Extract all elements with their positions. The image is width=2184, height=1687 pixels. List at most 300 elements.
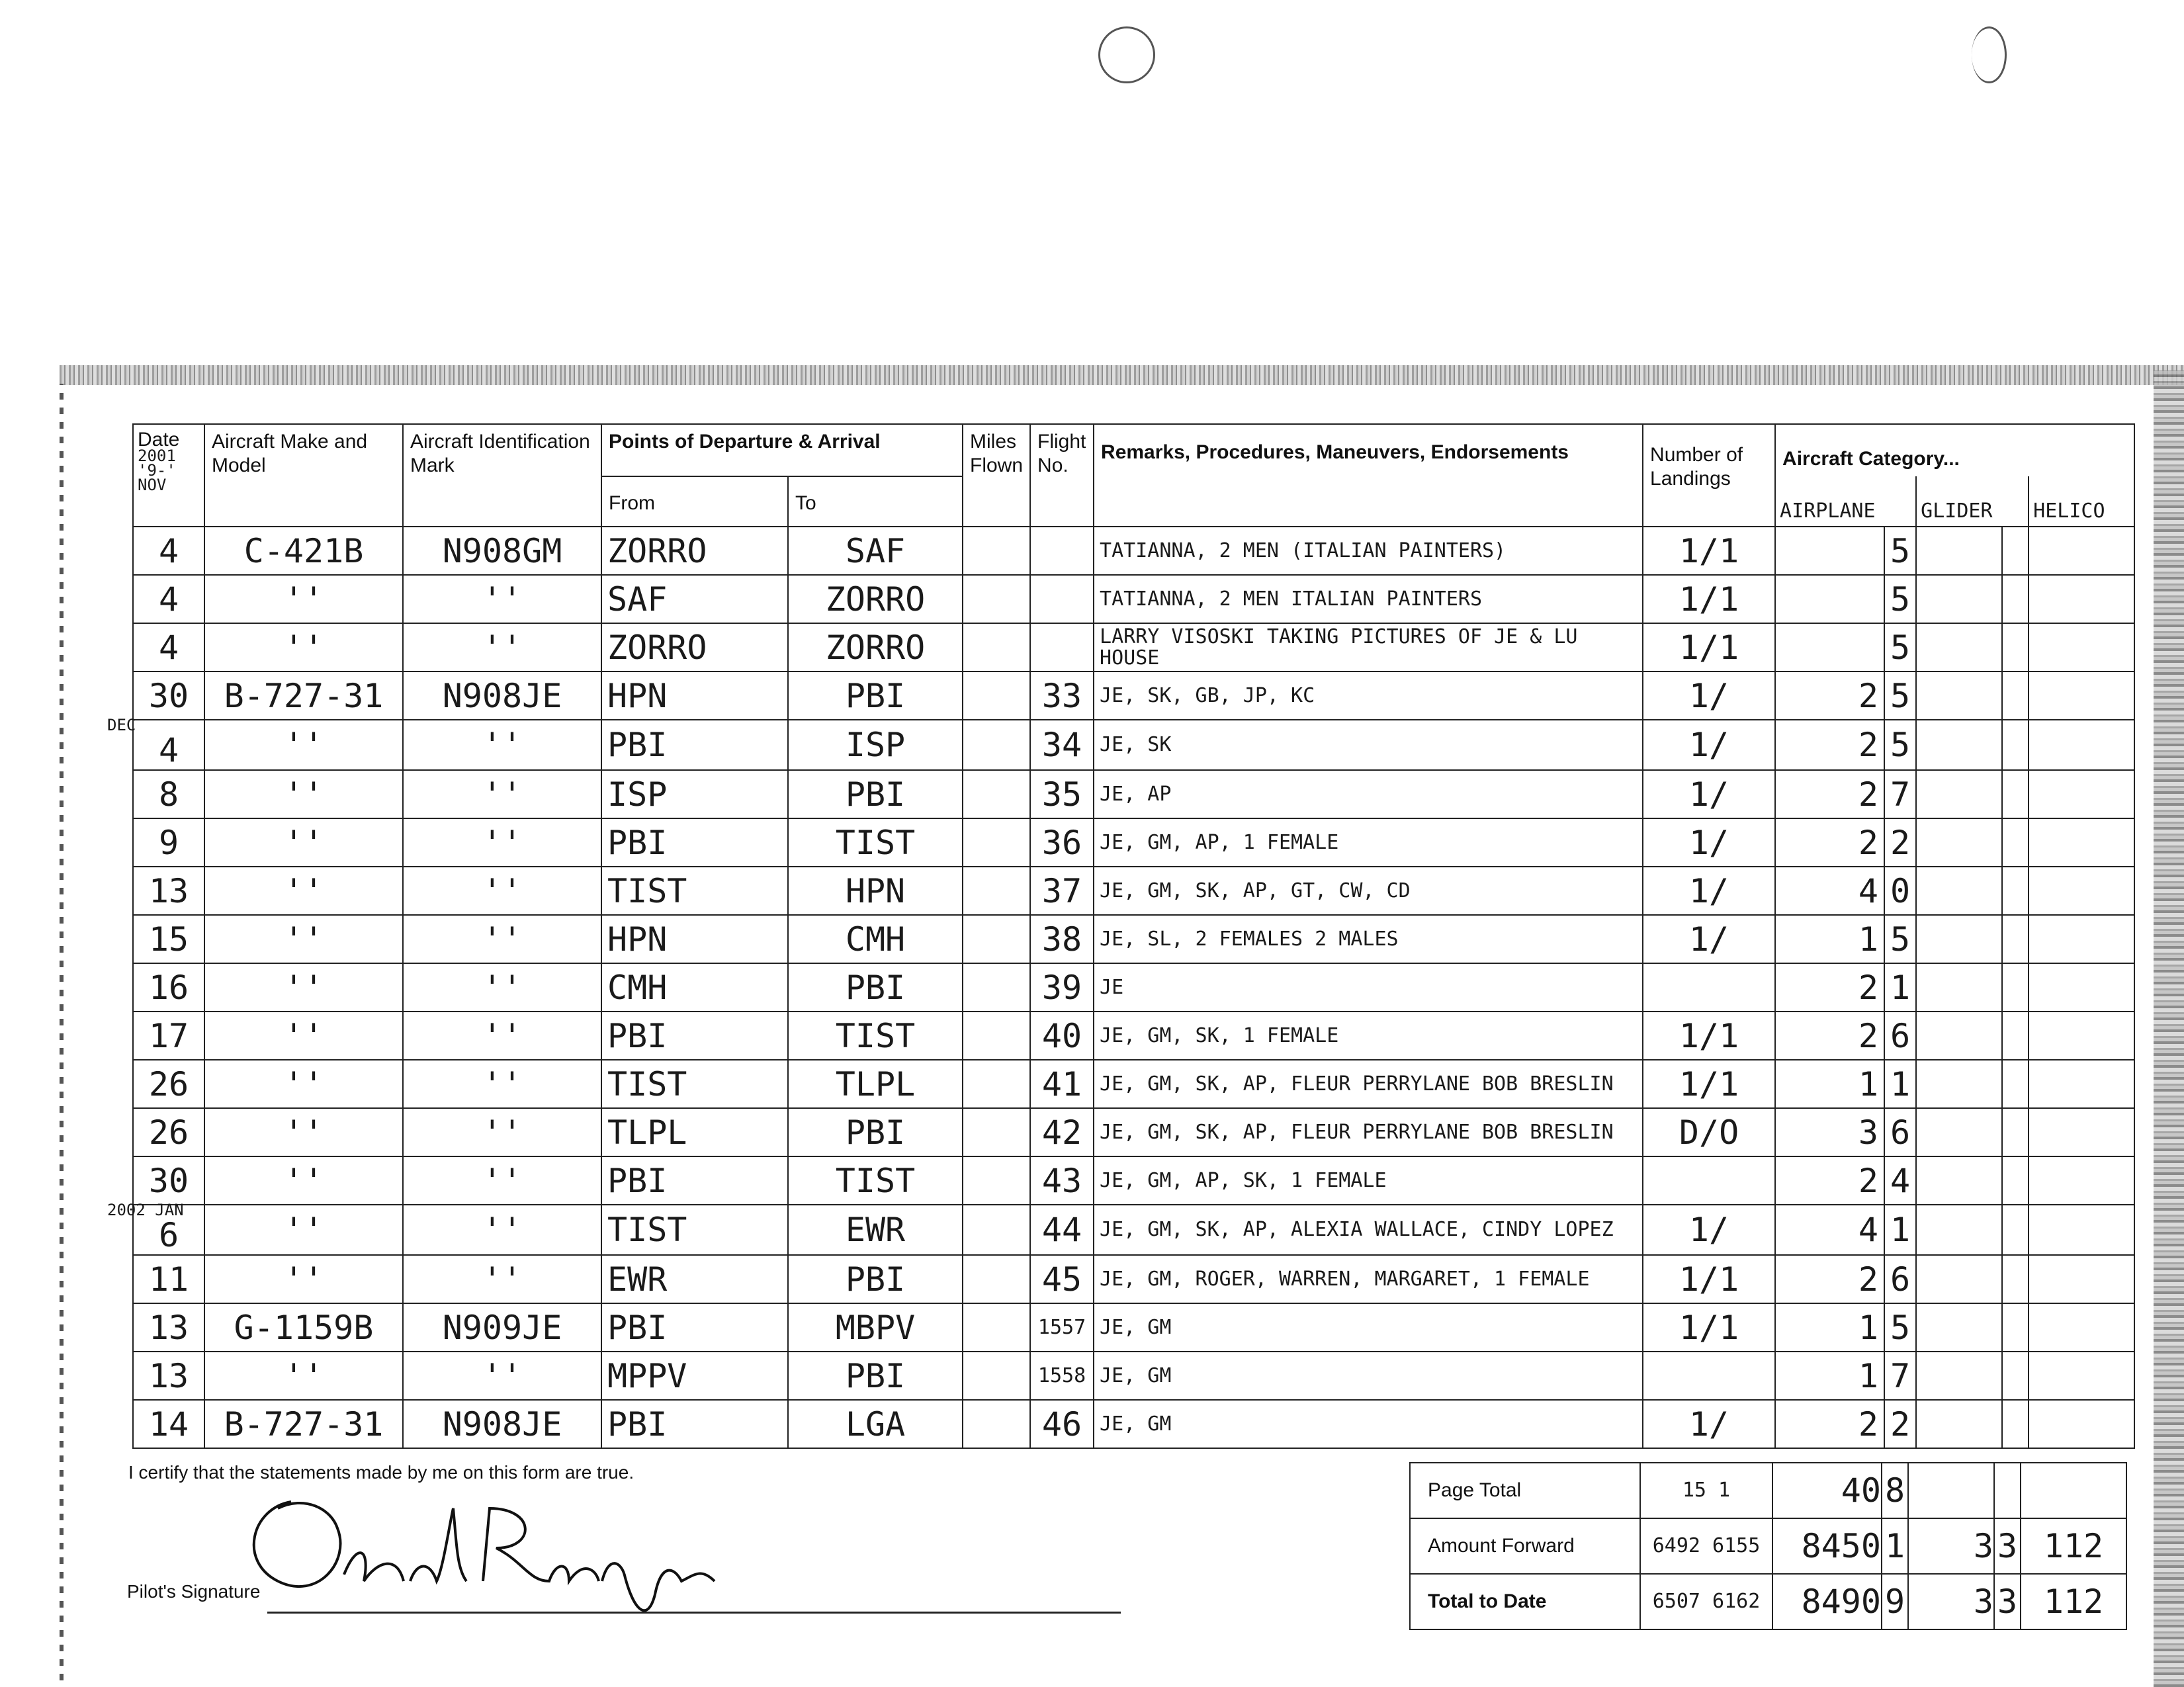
date-cell bbox=[107, 1201, 204, 1255]
flight-no-header: Flight No. bbox=[1030, 424, 1094, 527]
from-value: MPPV bbox=[607, 1356, 687, 1395]
glider-hours-cell bbox=[1916, 1303, 2002, 1352]
amount-forward-row bbox=[1410, 1518, 2126, 1574]
make-value: C-421B bbox=[243, 531, 364, 570]
from-value: HPN bbox=[607, 920, 668, 959]
date-value: 13 bbox=[148, 871, 189, 910]
page-total-row bbox=[1410, 1463, 2126, 1518]
make-cell bbox=[204, 867, 403, 915]
miles-cell bbox=[963, 963, 1030, 1012]
date-value: 4 bbox=[158, 731, 179, 769]
from-value: PBI bbox=[607, 1308, 668, 1347]
make-cell bbox=[204, 1255, 403, 1303]
flight-cell bbox=[1030, 818, 1094, 867]
landings-value: 1/ bbox=[1688, 775, 1729, 814]
to-value: PBI bbox=[845, 968, 906, 1007]
landings-value: 1/ bbox=[1688, 823, 1729, 862]
ident-value: '' bbox=[482, 823, 523, 862]
date-value: 30 bbox=[148, 676, 189, 715]
airplane-tenths-value: 6 bbox=[1890, 1016, 1911, 1055]
page-total-heli bbox=[2021, 1463, 2126, 1518]
make-value: '' bbox=[283, 1064, 324, 1103]
airplane-hours-cell bbox=[1775, 818, 1884, 867]
make-cell bbox=[204, 1108, 403, 1156]
ident-cell bbox=[403, 1352, 601, 1400]
remarks-header: Remarks, Procedures, Maneuvers, Endorsements bbox=[1094, 424, 1643, 527]
heli-cell bbox=[2029, 720, 2134, 770]
airplane-tenths-value: 1 bbox=[1890, 968, 1911, 1007]
glider-hours-cell bbox=[1916, 1255, 2002, 1303]
remarks-cell bbox=[1094, 770, 1643, 818]
glider-tenths-cell bbox=[2002, 1303, 2029, 1352]
landings-value: 1/ bbox=[1688, 676, 1729, 715]
from-cell bbox=[601, 1156, 788, 1205]
remarks-value: JE, SK, GB, JP, KC bbox=[1100, 683, 1315, 707]
from-value: CMH bbox=[607, 968, 668, 1007]
pilot-signature-label: Pilot's Signature bbox=[127, 1581, 261, 1602]
total-to-date-landings: 6507 6162 bbox=[1640, 1574, 1772, 1629]
flight-cell bbox=[1030, 1400, 1094, 1448]
to-cell bbox=[788, 575, 963, 623]
ident-cell bbox=[403, 915, 601, 963]
landings-value: 1/ bbox=[1688, 920, 1729, 959]
date-cell bbox=[133, 867, 204, 915]
airplane-hours-cell bbox=[1775, 623, 1884, 671]
airplane-tenths-cell bbox=[1884, 867, 1916, 915]
flight-cell bbox=[1030, 770, 1094, 818]
heli-cell bbox=[2029, 818, 2134, 867]
heli-cell bbox=[2029, 867, 2134, 915]
log-row bbox=[133, 1303, 2134, 1352]
landings-value: 1/ bbox=[1688, 1405, 1729, 1444]
from-cell bbox=[601, 720, 788, 770]
date-value: 6 bbox=[158, 1216, 179, 1254]
landings-cell bbox=[1643, 770, 1775, 818]
page-total-landings: 15 1 bbox=[1640, 1463, 1772, 1518]
flight-value: 45 bbox=[1041, 1260, 1082, 1299]
ident-cell bbox=[403, 1060, 601, 1108]
glider-tenths-cell bbox=[2002, 867, 2029, 915]
ident-value: N909JE bbox=[442, 1308, 562, 1347]
ident-value: '' bbox=[482, 1113, 523, 1152]
flight-value: 43 bbox=[1041, 1161, 1082, 1200]
date-cell bbox=[133, 770, 204, 818]
log-row bbox=[133, 1060, 2134, 1108]
category-header: Aircraft Category... bbox=[1775, 424, 2134, 476]
landings-value: 1/ bbox=[1688, 871, 1729, 910]
landings-cell bbox=[1643, 867, 1775, 915]
date-cell bbox=[133, 1108, 204, 1156]
log-row bbox=[133, 1108, 2134, 1156]
flight-cell bbox=[1030, 720, 1094, 770]
airplane-tenths-value: 6 bbox=[1890, 1113, 1911, 1152]
signature-line bbox=[267, 1612, 1121, 1614]
ident-value: '' bbox=[482, 871, 523, 910]
remarks-cell bbox=[1094, 1400, 1643, 1448]
flight-cell bbox=[1030, 963, 1094, 1012]
airplane-tenths-cell bbox=[1884, 671, 1916, 720]
airplane-tenths-value: 1 bbox=[1890, 1211, 1911, 1249]
date-day-hand: '9-' bbox=[138, 461, 176, 480]
date-value: 16 bbox=[148, 968, 189, 1007]
flight-value: 44 bbox=[1041, 1211, 1082, 1249]
from-value: ISP bbox=[607, 775, 668, 814]
glider-tenths-cell bbox=[2002, 1156, 2029, 1205]
to-value: EWR bbox=[845, 1211, 906, 1249]
landings-value: 1/1 bbox=[1679, 628, 1739, 667]
airplane-tenths-cell bbox=[1884, 1303, 1916, 1352]
date-value: 14 bbox=[148, 1405, 189, 1444]
to-cell bbox=[788, 963, 963, 1012]
from-cell bbox=[601, 1060, 788, 1108]
landings-value: 1/1 bbox=[1679, 1260, 1739, 1299]
ident-value: '' bbox=[482, 1016, 523, 1055]
log-row bbox=[133, 1352, 2134, 1400]
remarks-value: JE, GM, AP, SK, 1 FEMALE bbox=[1100, 1168, 1387, 1192]
to-value: LGA bbox=[845, 1405, 906, 1444]
remarks-value: JE, AP bbox=[1100, 782, 1172, 806]
ident-cell bbox=[403, 1400, 601, 1448]
month-annotation: DEC bbox=[107, 716, 136, 734]
airplane-hours-cell bbox=[1775, 1108, 1884, 1156]
heli-cell bbox=[2029, 1352, 2134, 1400]
date-cell bbox=[133, 1012, 204, 1060]
date-cell bbox=[133, 963, 204, 1012]
ident-value: '' bbox=[482, 1064, 523, 1103]
heli-cell bbox=[2029, 1060, 2134, 1108]
date-cell bbox=[133, 1255, 204, 1303]
ident-value: '' bbox=[482, 580, 523, 619]
page-total-tenths: 8 bbox=[1882, 1463, 1908, 1518]
landings-cell bbox=[1643, 623, 1775, 671]
make-value: '' bbox=[283, 920, 324, 959]
flight-cell bbox=[1030, 1012, 1094, 1060]
glider-tenths-cell bbox=[2002, 1205, 2029, 1255]
log-row bbox=[133, 527, 2134, 575]
remarks-value: JE bbox=[1100, 975, 1124, 999]
to-cell bbox=[788, 915, 963, 963]
date-value: 13 bbox=[148, 1356, 189, 1395]
airplane-tenths-value: 5 bbox=[1890, 628, 1911, 667]
airplane-tenths-cell bbox=[1884, 1400, 1916, 1448]
flight-value: 1557 bbox=[1037, 1316, 1086, 1339]
make-cell bbox=[204, 963, 403, 1012]
landings-cell bbox=[1643, 1303, 1775, 1352]
glider-hours-cell bbox=[1916, 720, 2002, 770]
page-total-hours: 40 bbox=[1772, 1463, 1882, 1518]
aircraft-make-header: Aircraft Make and Model bbox=[204, 424, 403, 527]
flight-cell bbox=[1030, 623, 1094, 671]
make-value: '' bbox=[283, 1260, 324, 1299]
flight-cell bbox=[1030, 1205, 1094, 1255]
airplane-hours-cell bbox=[1775, 1156, 1884, 1205]
from-cell bbox=[601, 623, 788, 671]
from-cell bbox=[601, 575, 788, 623]
to-value: MBPV bbox=[835, 1308, 916, 1347]
flight-value: 46 bbox=[1041, 1405, 1082, 1444]
to-value: PBI bbox=[845, 1113, 906, 1152]
flight-value: 1558 bbox=[1037, 1364, 1086, 1387]
ident-value: '' bbox=[482, 1260, 523, 1299]
ident-cell bbox=[403, 1303, 601, 1352]
glider-hours-cell bbox=[1916, 1108, 2002, 1156]
amount-forward-hours: 8450 bbox=[1772, 1518, 1882, 1574]
from-cell bbox=[601, 527, 788, 575]
glider-hours-cell bbox=[1916, 1205, 2002, 1255]
remarks-cell bbox=[1094, 1205, 1643, 1255]
airplane-hours-value: 2 bbox=[1858, 775, 1879, 814]
airplane-tenths-cell bbox=[1884, 963, 1916, 1012]
make-value: '' bbox=[283, 871, 324, 910]
miles-cell bbox=[963, 527, 1030, 575]
flight-cell bbox=[1030, 1303, 1094, 1352]
landings-cell bbox=[1643, 720, 1775, 770]
miles-cell bbox=[963, 575, 1030, 623]
make-cell bbox=[204, 770, 403, 818]
landings-value: 1/1 bbox=[1679, 1016, 1739, 1055]
glider-tenths-cell bbox=[2002, 915, 2029, 963]
remarks-cell bbox=[1094, 1352, 1643, 1400]
make-value: '' bbox=[283, 968, 324, 1007]
ident-value: '' bbox=[482, 1356, 523, 1395]
from-cell bbox=[601, 1205, 788, 1255]
from-value: ZORRO bbox=[607, 531, 707, 570]
to-cell bbox=[788, 671, 963, 720]
flight-cell bbox=[1030, 1352, 1094, 1400]
to-value: TIST bbox=[835, 1016, 916, 1055]
miles-cell bbox=[963, 720, 1030, 770]
to-value: PBI bbox=[845, 1356, 906, 1395]
airplane-hours-value: 2 bbox=[1858, 1161, 1879, 1200]
to-cell bbox=[788, 1060, 963, 1108]
date-cell bbox=[133, 818, 204, 867]
total-to-date-label: Total to Date bbox=[1410, 1574, 1640, 1629]
log-row bbox=[133, 1156, 2134, 1205]
total-to-date-row bbox=[1410, 1574, 2126, 1629]
to-value: TIST bbox=[835, 1161, 916, 1200]
log-row bbox=[133, 1255, 2134, 1303]
cat-heli-header bbox=[2029, 476, 2134, 527]
landings-cell bbox=[1643, 671, 1775, 720]
ident-value: '' bbox=[482, 920, 523, 959]
airplane-hours-value: 1 bbox=[1858, 1064, 1879, 1103]
to-value: CMH bbox=[845, 920, 906, 959]
remarks-value: JE, GM, SK, AP, ALEXIA WALLACE, CINDY LOPEZ bbox=[1100, 1218, 1614, 1241]
remarks-cell bbox=[1094, 1255, 1643, 1303]
flight-value: 36 bbox=[1041, 823, 1082, 862]
glider-hours-cell bbox=[1916, 527, 2002, 575]
landings-cell bbox=[1643, 1012, 1775, 1060]
remarks-value: TATIANNA, 2 MEN (ITALIAN PAINTERS) bbox=[1100, 539, 1507, 562]
flight-cell bbox=[1030, 575, 1094, 623]
points-header: Points of Departure & Arrival bbox=[601, 424, 963, 476]
ident-cell bbox=[403, 867, 601, 915]
pilot-signature bbox=[238, 1482, 741, 1631]
from-cell bbox=[601, 963, 788, 1012]
from-value: PBI bbox=[607, 823, 668, 862]
totals-table bbox=[1409, 1462, 2127, 1630]
to-cell bbox=[788, 1400, 963, 1448]
miles-cell bbox=[963, 1205, 1030, 1255]
miles-cell bbox=[963, 1303, 1030, 1352]
glider-tenths-cell bbox=[2002, 671, 2029, 720]
to-cell bbox=[788, 1255, 963, 1303]
airplane-hours-cell bbox=[1775, 915, 1884, 963]
airplane-hours-value: 2 bbox=[1858, 676, 1879, 715]
glider-hours-cell bbox=[1916, 1156, 2002, 1205]
log-row bbox=[133, 818, 2134, 867]
airplane-tenths-cell bbox=[1884, 1205, 1916, 1255]
glider-hours-cell bbox=[1916, 867, 2002, 915]
airplane-hours-value: 2 bbox=[1858, 968, 1879, 1007]
airplane-hours-cell bbox=[1775, 1255, 1884, 1303]
total-to-date-tenths: 9 bbox=[1882, 1574, 1908, 1629]
date-value: 26 bbox=[148, 1064, 189, 1103]
log-row bbox=[133, 867, 2134, 915]
ident-cell bbox=[403, 963, 601, 1012]
airplane-tenths-value: 4 bbox=[1890, 1161, 1911, 1200]
flight-value: 35 bbox=[1041, 775, 1082, 814]
make-value: '' bbox=[283, 1211, 324, 1249]
airplane-hours-value: 4 bbox=[1858, 1211, 1879, 1249]
date-value: 13 bbox=[148, 1308, 189, 1347]
to-value: ZORRO bbox=[825, 628, 926, 667]
miles-cell bbox=[963, 1400, 1030, 1448]
make-value: '' bbox=[283, 726, 324, 764]
airplane-hours-cell bbox=[1775, 575, 1884, 623]
landings-cell bbox=[1643, 1060, 1775, 1108]
remarks-cell bbox=[1094, 818, 1643, 867]
glider-hours-cell bbox=[1916, 1060, 2002, 1108]
glider-tenths-cell bbox=[2002, 1060, 2029, 1108]
landings-value: 1/1 bbox=[1679, 1308, 1739, 1347]
heli-cell bbox=[2029, 915, 2134, 963]
from-cell bbox=[601, 1303, 788, 1352]
airplane-tenths-value: 5 bbox=[1890, 676, 1911, 715]
cat-airplane-label: AIRPLANE bbox=[1780, 499, 1876, 523]
airplane-tenths-cell bbox=[1884, 818, 1916, 867]
cat-glider-label: GLIDER bbox=[1921, 499, 1993, 523]
remarks-value: LARRY VISOSKI TAKING PICTURES OF JE & LU HOUSE bbox=[1100, 625, 1578, 670]
to-value: ISP bbox=[845, 726, 906, 764]
airplane-tenths-value: 5 bbox=[1890, 726, 1911, 764]
amount-forward-label: Amount Forward bbox=[1410, 1518, 1640, 1574]
scan-right-edge bbox=[2154, 370, 2184, 1687]
landings-value: 1/1 bbox=[1679, 1064, 1739, 1103]
miles-cell bbox=[963, 1108, 1030, 1156]
amount-forward-glider-hours: 3 bbox=[1908, 1518, 1994, 1574]
make-cell bbox=[204, 1060, 403, 1108]
from-cell bbox=[601, 867, 788, 915]
date-cell bbox=[133, 623, 204, 671]
airplane-tenths-value: 5 bbox=[1890, 531, 1911, 570]
flight-value: 37 bbox=[1041, 871, 1082, 910]
glider-tenths-cell bbox=[2002, 1352, 2029, 1400]
glider-tenths-cell bbox=[2002, 963, 2029, 1012]
make-cell bbox=[204, 818, 403, 867]
airplane-hours-cell bbox=[1775, 1060, 1884, 1108]
flight-cell bbox=[1030, 1060, 1094, 1108]
remarks-cell bbox=[1094, 867, 1643, 915]
airplane-tenths-cell bbox=[1884, 527, 1916, 575]
from-value: ZORRO bbox=[607, 628, 707, 667]
remarks-cell bbox=[1094, 1108, 1643, 1156]
make-cell bbox=[204, 1303, 403, 1352]
from-value: TIST bbox=[607, 1064, 687, 1103]
punch-hole bbox=[1098, 26, 1155, 83]
airplane-hours-cell bbox=[1775, 770, 1884, 818]
heli-cell bbox=[2029, 575, 2134, 623]
airplane-tenths-value: 7 bbox=[1890, 1356, 1911, 1395]
airplane-hours-value: 2 bbox=[1858, 1405, 1879, 1444]
heli-cell bbox=[2029, 527, 2134, 575]
date-value: 9 bbox=[158, 823, 179, 862]
flight-cell bbox=[1030, 1156, 1094, 1205]
landings-value: 1/1 bbox=[1679, 531, 1739, 570]
make-cell bbox=[204, 1400, 403, 1448]
date-year-hand: 2001 bbox=[138, 447, 176, 465]
make-value: '' bbox=[283, 628, 324, 667]
log-row bbox=[133, 1205, 2134, 1255]
glider-hours-cell bbox=[1916, 963, 2002, 1012]
glider-tenths-cell bbox=[2002, 623, 2029, 671]
airplane-hours-value: 1 bbox=[1858, 1356, 1879, 1395]
landings-cell bbox=[1643, 1205, 1775, 1255]
date-cell bbox=[133, 575, 204, 623]
make-cell bbox=[204, 623, 403, 671]
airplane-tenths-value: 2 bbox=[1890, 823, 1911, 862]
heli-cell bbox=[2029, 671, 2134, 720]
date-value: 11 bbox=[148, 1260, 189, 1299]
from-cell bbox=[601, 818, 788, 867]
glider-tenths-cell bbox=[2002, 818, 2029, 867]
from-value: PBI bbox=[607, 1016, 668, 1055]
airplane-hours-cell bbox=[1775, 1205, 1884, 1255]
glider-tenths-cell bbox=[2002, 1108, 2029, 1156]
airplane-hours-cell bbox=[1775, 671, 1884, 720]
date-cell bbox=[133, 1060, 204, 1108]
to-value: TIST bbox=[835, 823, 916, 862]
flight-value: 42 bbox=[1041, 1113, 1082, 1152]
airplane-tenths-value: 5 bbox=[1890, 580, 1911, 619]
airplane-hours-value: 2 bbox=[1858, 1260, 1879, 1299]
airplane-hours-cell bbox=[1775, 963, 1884, 1012]
remarks-cell bbox=[1094, 1060, 1643, 1108]
make-cell bbox=[204, 527, 403, 575]
date-value: 4 bbox=[158, 628, 179, 667]
heli-cell bbox=[2029, 1303, 2134, 1352]
from-value: PBI bbox=[607, 1405, 668, 1444]
flight-cell bbox=[1030, 1108, 1094, 1156]
airplane-hours-cell bbox=[1775, 867, 1884, 915]
from-cell bbox=[601, 915, 788, 963]
miles-cell bbox=[963, 867, 1030, 915]
remarks-value: JE, GM bbox=[1100, 1412, 1172, 1436]
landings-header: Number of Landings bbox=[1643, 424, 1775, 527]
cat-glider-header bbox=[1916, 476, 2029, 527]
glider-tenths-cell bbox=[2002, 1400, 2029, 1448]
landings-cell bbox=[1643, 818, 1775, 867]
miles-cell bbox=[963, 1012, 1030, 1060]
remarks-cell bbox=[1094, 623, 1643, 671]
date-cell bbox=[133, 1352, 204, 1400]
flight-value: 40 bbox=[1041, 1016, 1082, 1055]
month-annotation: 2002 JAN bbox=[107, 1201, 184, 1219]
to-cell bbox=[788, 770, 963, 818]
remarks-cell bbox=[1094, 963, 1643, 1012]
scan-left-edge bbox=[60, 384, 64, 1680]
ident-cell bbox=[403, 1255, 601, 1303]
